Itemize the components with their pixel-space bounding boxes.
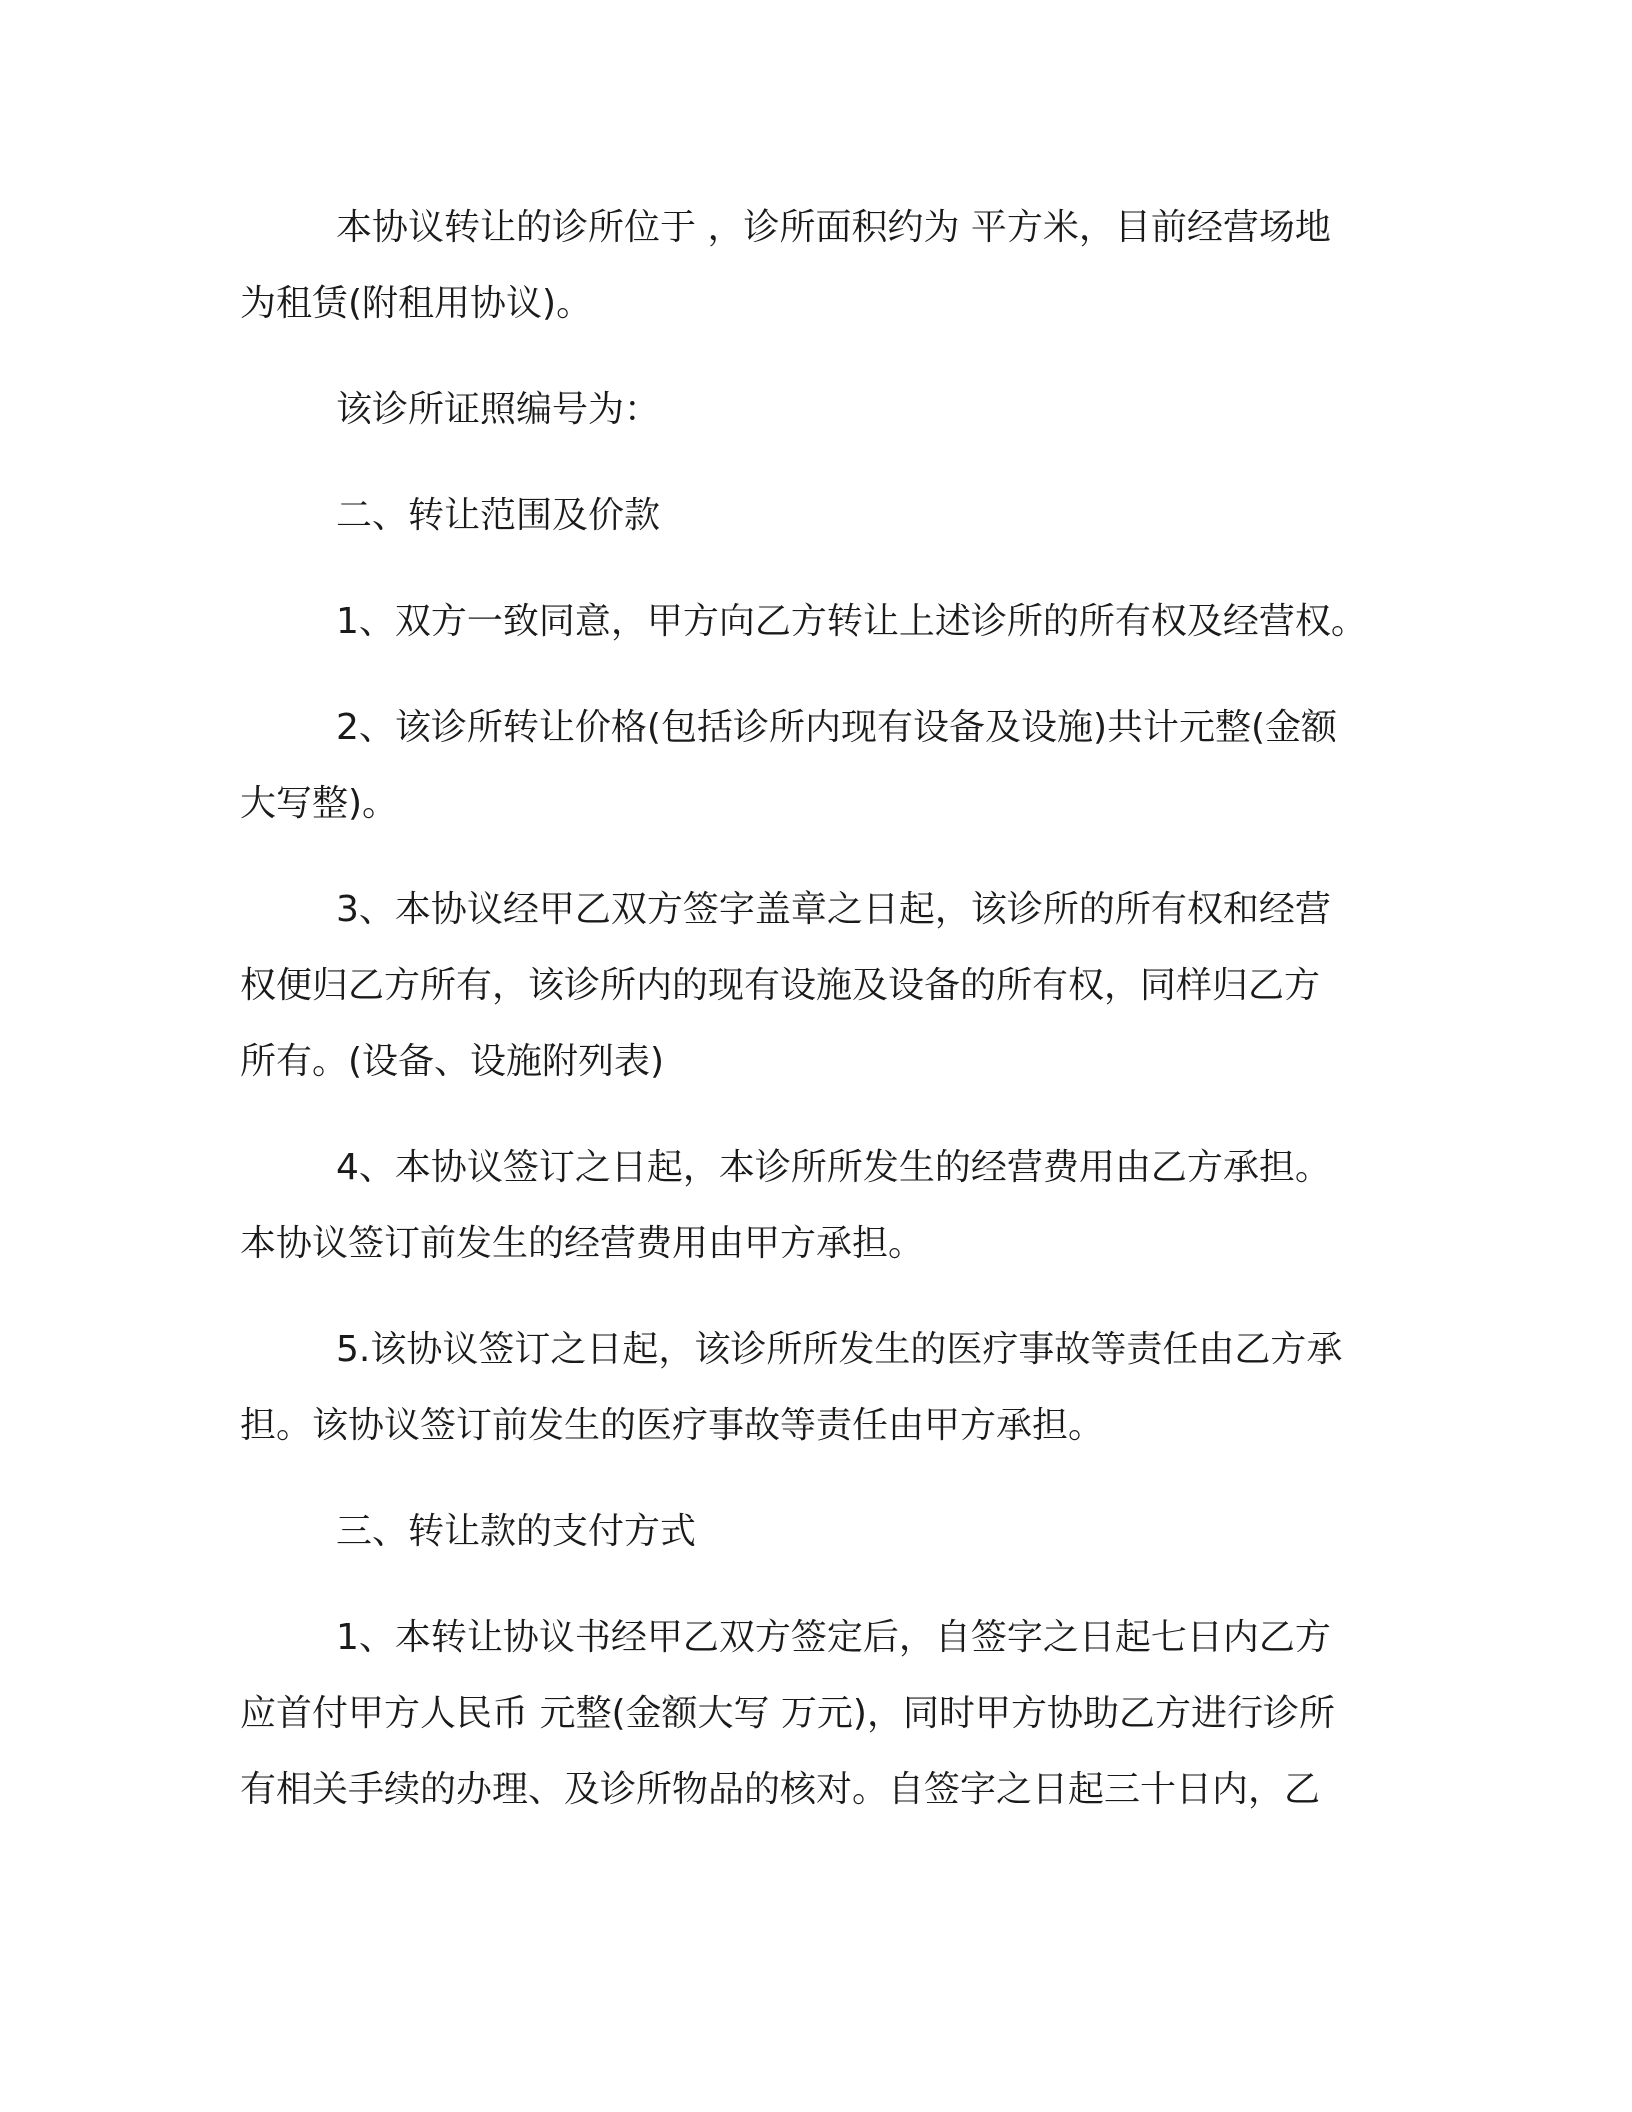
- paragraph-line: 大写整)。: [240, 783, 399, 824]
- paragraph-line: 本协议转让的诊所位于 ，诊所面积约为 平方米，目前经营场地: [336, 207, 1331, 248]
- paragraph-line: 本协议签订前发生的经营费用由甲方承担。: [240, 1223, 925, 1264]
- paragraph-line: 1、本转让协议书经甲乙双方签定后，自签字之日起七日内乙方: [336, 1617, 1331, 1658]
- paragraph-line: 所有。(设备、设施附列表): [240, 1041, 665, 1082]
- paragraph-line: 5.该协议签订之日起，该诊所所发生的医疗事故等责任由乙方承: [336, 1329, 1343, 1370]
- clause-2-3: [240, 872, 1370, 1100]
- paragraph-line: 担。该协议签订前发生的医疗事故等责任由甲方承担。: [240, 1405, 1105, 1446]
- section-heading: 三、转让款的支付方式: [336, 1511, 697, 1552]
- clause-2-1: [240, 584, 1370, 660]
- clause-2-2: [240, 690, 1370, 842]
- paragraph-line: 该诊所证照编号为：: [336, 389, 661, 430]
- section-heading: 二、转让范围及价款: [336, 495, 661, 536]
- clause-2-5: [240, 1312, 1370, 1464]
- paragraph-line: 应首付甲方人民币 元整(金额大写 万元)，同时甲方协助乙方进行诊所: [240, 1693, 1335, 1734]
- paragraph-line: 权便归乙方所有，该诊所内的现有设施及设备的所有权，同样归乙方: [240, 965, 1321, 1006]
- paragraph-line: 1、双方一致同意，甲方向乙方转让上述诊所的所有权及经营权。: [336, 601, 1367, 642]
- section-heading-scope-and-price: [240, 478, 1370, 554]
- paragraph-clinic-location: [240, 190, 1370, 342]
- paragraph-line: 4、本协议签订之日起，本诊所所发生的经营费用由乙方承担。: [336, 1147, 1331, 1188]
- section-heading-payment-method: [240, 1494, 1370, 1570]
- paragraph-line: 为租赁(附租用协议)。: [240, 283, 593, 324]
- clause-3-1: [240, 1600, 1370, 1828]
- paragraph-line: 3、本协议经甲乙双方签字盖章之日起，该诊所的所有权和经营: [336, 889, 1331, 930]
- paragraph-line: 2、该诊所转让价格(包括诊所内现有设备及设施)共计元整(金额: [336, 707, 1338, 748]
- clause-2-4: [240, 1130, 1370, 1282]
- document-body: [240, 190, 1370, 1828]
- paragraph-license-number: [240, 372, 1370, 448]
- paragraph-line: 有相关手续的办理、及诊所物品的核对。自签字之日起三十日内，乙: [240, 1769, 1321, 1810]
